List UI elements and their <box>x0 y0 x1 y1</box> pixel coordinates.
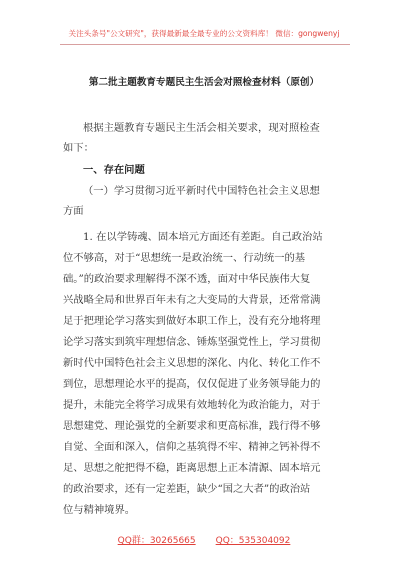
item-line: 兴战略全局和世界百年未有之大变局的大背景，还常常满 <box>63 294 321 306</box>
item-line: 足、思想之舵把得不稳，距离思想上正本清源、固本培元 <box>63 462 321 474</box>
item-line: 的政治要求，还有一定差距，缺少“国之大者”的政治站 <box>63 483 311 495</box>
intro-line: 如下： <box>63 142 94 154</box>
item-line: 新时代中国特色社会主义思想的深化、内化、转化工作不 <box>63 357 321 369</box>
item-line: 位不够高，对于“思想统一是政治统一、行动统一的基 <box>63 252 306 264</box>
subsection-line: 方面 <box>63 205 84 217</box>
promo-header: 关注头条号"公文研究"，获得最新最全最专业的公文资料库！ 微信：gongwenyj <box>68 29 340 38</box>
qq-link[interactable]: QQ：535304092 <box>215 536 291 546</box>
header-divider <box>60 44 350 45</box>
intro-line: 根据主题教育专题民主生活会相关要求，现对照检查 <box>83 122 320 134</box>
item-line: 足于把理论学习落实到做好本职工作上，没有充分地将理 <box>63 315 321 327</box>
item-line: 论学习落实到筑牢理想信念、锤炼坚强党性上，学习贯彻 <box>63 336 321 348</box>
qq-group-link[interactable]: QQ群：30265665 <box>117 536 196 546</box>
item-line: 到位，思想理论水平的提高，仅仅促进了业务领导能力的 <box>63 378 321 390</box>
item-line: 1. 在以学铸魂、固本培元方面还有差距。自己政治站 <box>83 231 323 243</box>
item-line: 位与精神境界。 <box>63 504 136 516</box>
subsection-line: （一）学习贯彻习近平新时代中国特色社会主义思想 <box>83 185 320 197</box>
contact-footer <box>0 533 408 546</box>
item-line: 提升，未能完全将学习成果有效地转化为政治能力，对于 <box>63 399 321 411</box>
item-line: 础。”的政治要求理解得不深不透，面对中华民族伟大复 <box>63 273 311 285</box>
item-line: 思想建党、理论强党的全新要求和更高标准，践行得不够 <box>63 420 321 432</box>
document-title: 第二批主题教育专题民主生活会对照检查材料（原创） <box>88 77 320 88</box>
item-line: 自觉、全面和深入，信仰之基筑得不牢、精神之钙补得不 <box>63 441 321 453</box>
section-heading: 一、存在问题 <box>83 164 145 176</box>
